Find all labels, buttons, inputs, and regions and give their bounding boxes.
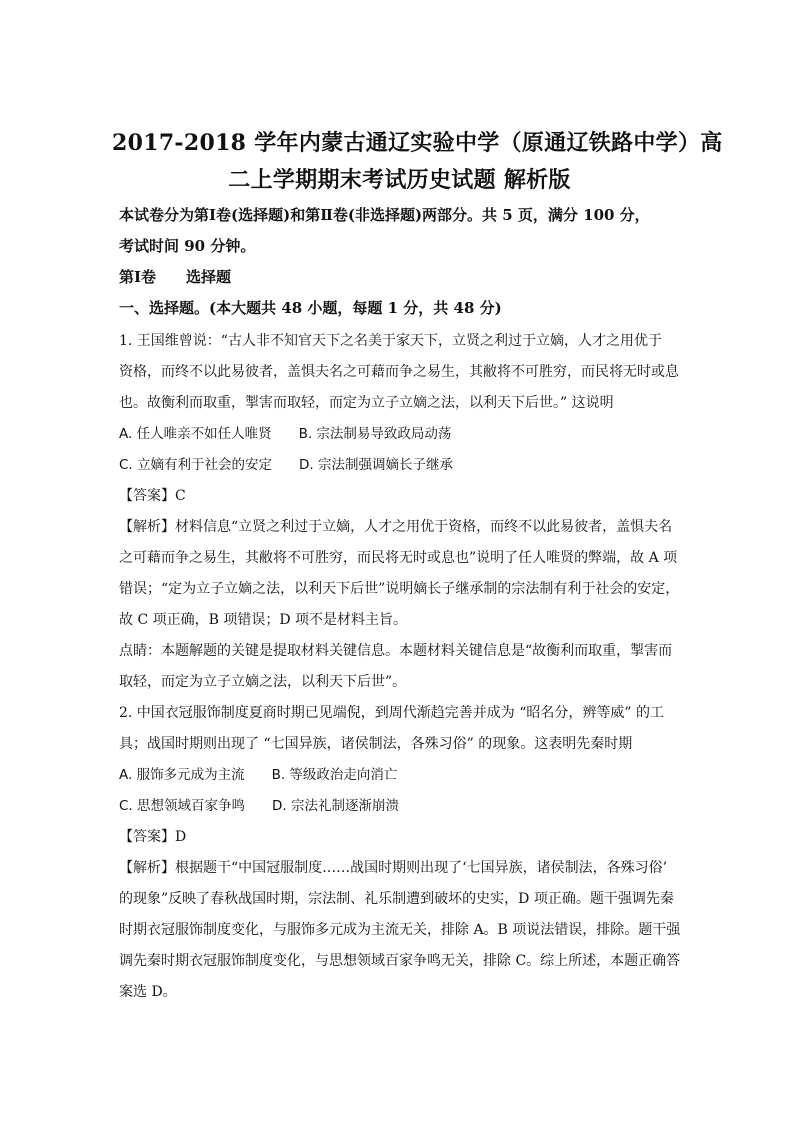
question-2-stem-line-1: 2. 中国衣冠服饰制度夏商时期已见端倪，到周代渐趋完善并成为 “昭名分，辨等威” 的工 xyxy=(119,705,665,721)
page-title-line-2: 二上学期期末考试历史试题 解析版 xyxy=(228,167,571,193)
question-1-stem-line-2: 资格，而终不以此易彼者，盖惧夫名之可藉而争之易生，其敝将不可胜穷，而民将无时或息 xyxy=(119,364,679,380)
question-1-note-line-1: 点睛：本题解题的关键是提取材料关键信息。本题材料关键信息是“故衡利而取重，掣害而 xyxy=(119,643,673,659)
volume-heading: 第Ⅰ卷 选择题 xyxy=(119,268,232,286)
question-2-stem-line-2: 具；战国时期则出现了 “七国异族，诸侯制法，各殊习俗” 的现象。这表明先秦时期 xyxy=(119,736,633,752)
question-2-analysis-line-3: 时期衣冠服饰制度变化，与服饰多元成为主流无关，排除 A。B 项说法错误，排除。题干强 xyxy=(119,922,681,938)
question-2-options-row-1: A. 服饰多元成为主流 B. 等级政治走向消亡 xyxy=(119,767,398,783)
question-1-stem-line-3: 也。故衡利而取重，掣害而取轻，而定为立子立嫡之法，以利天下后世。” 这说明 xyxy=(119,395,614,411)
question-2-options-row-2: C. 思想领域百家争鸣 D. 宗法礼制逐渐崩溃 xyxy=(119,798,399,814)
question-1-answer: 【答案】C xyxy=(119,488,186,504)
question-2-answer: 【答案】D xyxy=(119,829,187,845)
question-1-analysis-line-1: 【解析】材料信息“立贤之利过于立嫡，人才之用优于资格，而终不以此易彼者，盖惧夫名 xyxy=(119,519,673,535)
question-1-analysis-line-3: 错误；“定为立子立嫡之法，以利天下后世”说明嫡长子继承制的宗法制有利于社会的安定， xyxy=(119,581,680,597)
section-heading: 一、选择题。(本大题共 48 小题，每题 1 分，共 48 分) xyxy=(119,299,502,317)
question-1-options-row-2: C. 立嫡有利于社会的安定 D. 宗法制强调嫡长子继承 xyxy=(119,457,453,473)
intro-line-2: 考试时间 90 分钟。 xyxy=(119,237,256,255)
page-title-line-1: 2017-2018 学年内蒙古通辽实验中学（原通辽铁路中学）高 xyxy=(112,130,723,156)
question-1-analysis-line-2: 之可藉而争之易生，其敝将不可胜穷，而民将无时或息也”说明了任人唯贤的弊端，故 A 项 xyxy=(119,550,678,566)
question-2-analysis-line-5: 案选 D。 xyxy=(119,984,177,1000)
question-2-analysis-line-4: 调先秦时期衣冠服饰制度变化，与思想领域百家争鸣无关，排除 C。综上所述，本题正确答 xyxy=(119,953,681,969)
intro-line-1: 本试卷分为第Ⅰ卷(选择题)和第Ⅱ卷(非选择题)两部分。共 5 页，满分 100 分， xyxy=(119,206,650,224)
question-1-note-line-2: 取轻，而定为立子立嫡之法，以利天下后世”。 xyxy=(119,674,407,690)
question-2-analysis-line-2: 的现象”反映了春秋战国时期，宗法制、礼乐制遭到破坏的史实，D 项正确。题干强调先秦 xyxy=(119,891,674,907)
question-1-analysis-line-4: 故 C 项正确，B 项错误；D 项不是材料主旨。 xyxy=(119,612,408,628)
question-1-options-row-1: A. 任人唯亲不如任人唯贤 B. 宗法制易导致政局动荡 xyxy=(119,426,452,442)
question-1-stem-line-1: 1. 王国维曾说：“古人非不知官天下之名美于家天下，立贤之利过于立嫡，人才之用优于 xyxy=(119,333,662,349)
question-2-analysis-line-1: 【解析】根据题干“中国冠服制度……战国时期则出现了‘七国异族，诸侯制法，各殊习俗’ xyxy=(119,860,668,876)
